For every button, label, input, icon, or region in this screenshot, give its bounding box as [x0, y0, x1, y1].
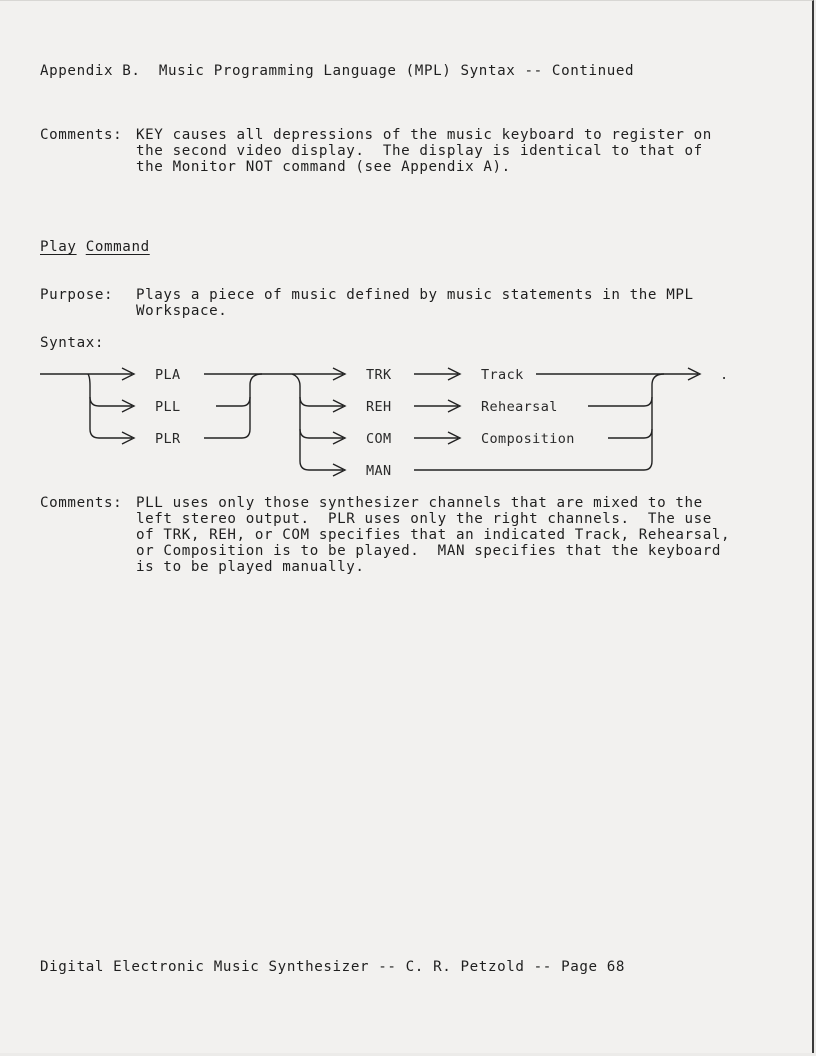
- comments-line: of TRK, REH, or COM specifies that an indicated Track, Rehearsal,: [136, 527, 731, 543]
- comments-line: or Composition is to be played. MAN specifies that the keyboard: [136, 543, 722, 559]
- target-track: Track: [481, 367, 524, 383]
- target-composition: Composition: [481, 431, 575, 447]
- diagram-branch-plr: [90, 397, 132, 438]
- diagram-terminator: .: [720, 367, 729, 383]
- purpose-line: Workspace.: [136, 303, 228, 319]
- page-header-title: Appendix B. Music Programming Language (MPL) Syntax -- Continued: [40, 63, 635, 79]
- comments-line: left stereo output. PLR uses only the right channels. The use: [136, 511, 712, 527]
- comments-label: Comments:: [40, 495, 123, 511]
- comments-label: Comments:: [40, 127, 123, 143]
- purpose-line: Plays a piece of music defined by music statements in the MPL: [136, 287, 694, 303]
- source-com: COM: [366, 431, 392, 447]
- syntax-label: Syntax:: [40, 335, 104, 351]
- source-man: MAN: [366, 463, 392, 479]
- section-heading-word: Command: [85, 239, 150, 255]
- purpose-label: Purpose:: [40, 287, 114, 303]
- command-pll: PLL: [155, 399, 181, 415]
- command-pla: PLA: [155, 367, 181, 383]
- syntax-diagram: [0, 356, 812, 486]
- comments-line: is to be played manually.: [136, 559, 365, 575]
- target-rehearsal: Rehearsal: [481, 399, 558, 415]
- diagram-branch-man: [300, 429, 343, 470]
- section-heading: [40, 239, 150, 255]
- comments-line: KEY causes all depressions of the music keyboard to register on: [136, 127, 712, 143]
- comments-line: PLL uses only those synthesizer channels that are mixed to the: [136, 495, 703, 511]
- source-trk: TRK: [366, 367, 392, 383]
- command-plr: PLR: [155, 431, 181, 447]
- comments-line: the second video display. The display is identical to that of: [136, 143, 703, 159]
- comments-line: the Monitor NOT command (see Appendix A).: [136, 159, 511, 175]
- diagram-merge-plr: [204, 397, 250, 438]
- diagram-branch-com: [300, 397, 343, 438]
- diagram-merge-pll: [216, 374, 262, 406]
- source-reh: REH: [366, 399, 392, 415]
- diagram-merge-composition: [608, 397, 652, 438]
- section-heading-word: Play: [40, 239, 77, 255]
- page-footer: Digital Electronic Music Synthesizer -- C. R. Petzold -- Page 68: [40, 959, 626, 975]
